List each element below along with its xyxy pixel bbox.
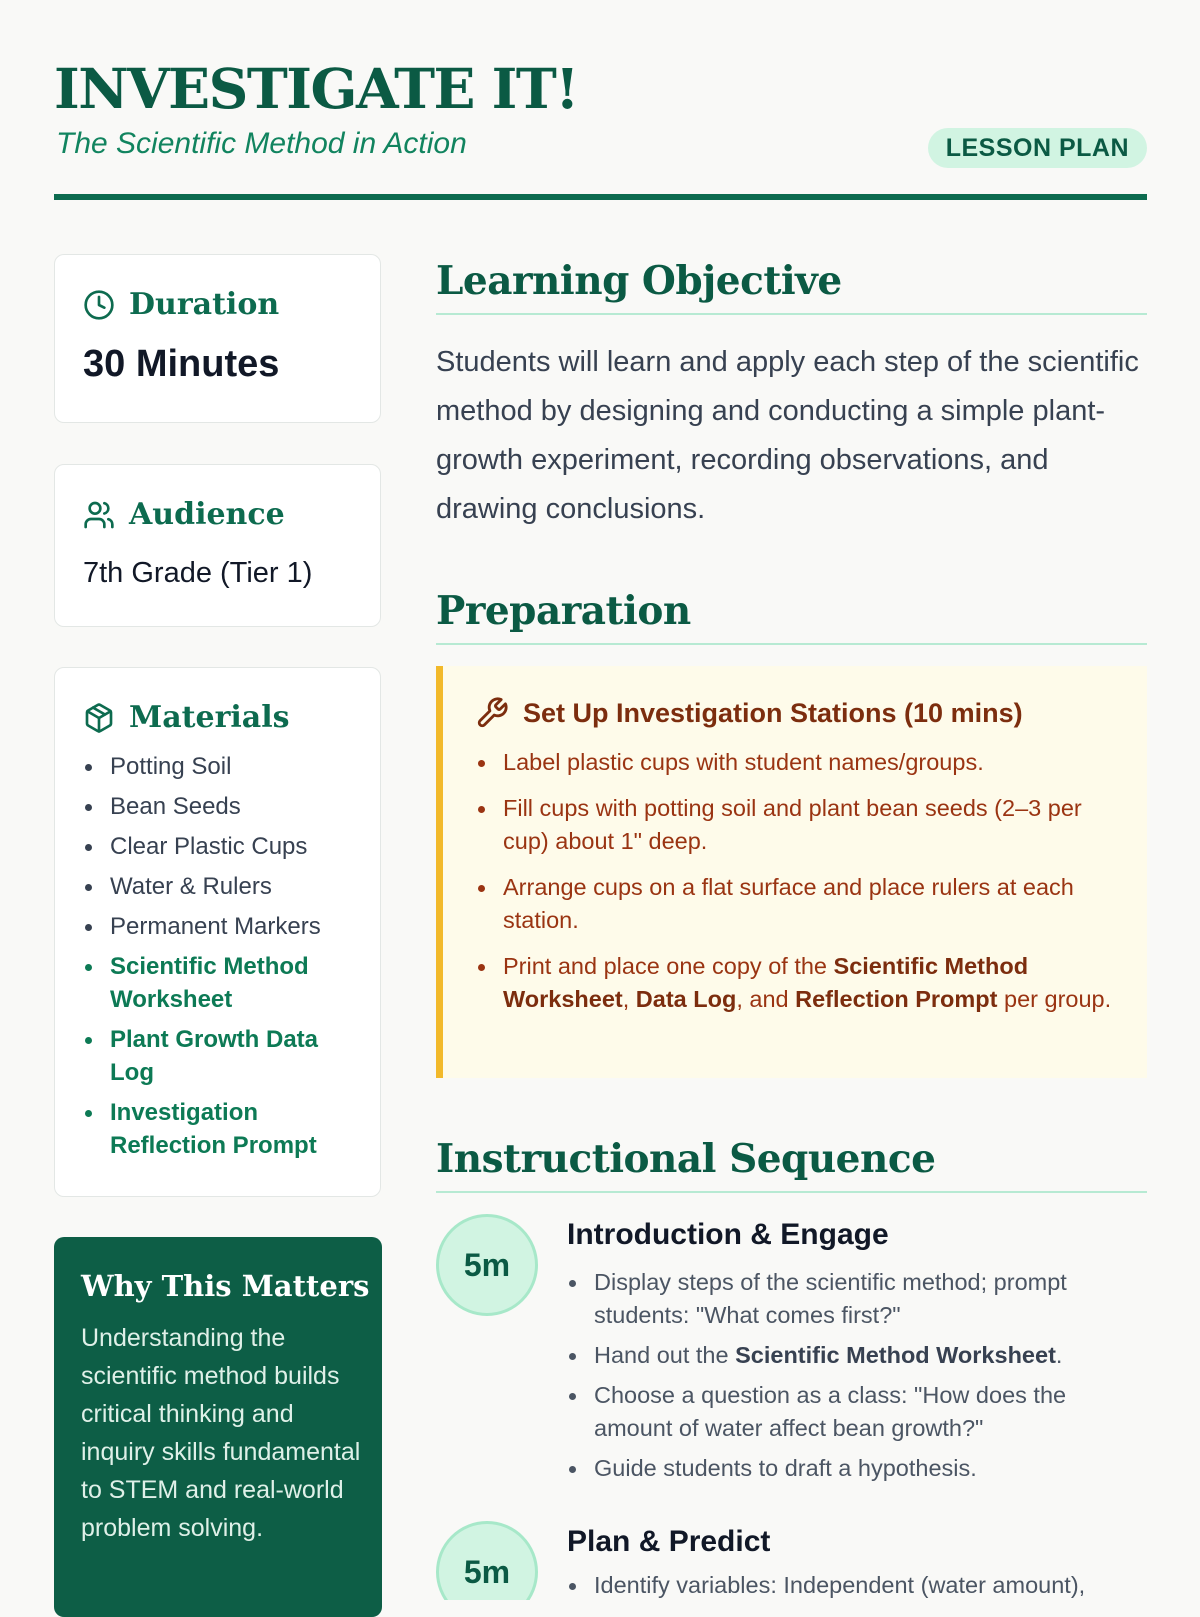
preparation-list [476, 746, 1116, 1029]
material-item-reflection-prompt: Investigation Reflection Prompt [83, 1096, 363, 1162]
step-duration-badge: 5m [436, 1521, 538, 1600]
objective-text: Students will learn and apply each step of the scientific method by designing and conducting a simple plant-growth experiment, recording observations, and drawing conclusions. [436, 346, 1139, 525]
duration-value: 30 Minutes [83, 343, 280, 385]
step-list [567, 1569, 1142, 1600]
step-item: Display steps of the scientific method; prompt students: "What comes first?" [567, 1266, 1142, 1332]
step-item-text: Hand out the [594, 1342, 736, 1368]
objective-heading: Learning Objective [436, 258, 842, 304]
material-item: Potting Soil [83, 750, 363, 783]
why-text: Understanding the scientific method builds critical thinking and inquiry skills fundamental to STEM and real-world problem solving. [81, 1324, 361, 1542]
section-divider [436, 643, 1147, 645]
preparation-item [476, 950, 1116, 1016]
materials-card [54, 667, 381, 1197]
box-icon [83, 702, 115, 734]
materials-label: Materials [129, 700, 290, 735]
material-item: Clear Plastic Cups [83, 830, 363, 863]
page-title: INVESTIGATE IT! [54, 56, 578, 121]
materials-list [83, 750, 363, 1169]
step-duration-badge: 5m [436, 1214, 538, 1316]
audience-card [54, 464, 381, 627]
preparation-item: Fill cups with potting soil and plant bean seeds (2–3 per cup) about 1" deep. [476, 792, 1116, 858]
wrench-icon [475, 696, 509, 730]
duration-label: Duration [129, 287, 280, 322]
preparation-callout-title: Set Up Investigation Stations (10 mins) [523, 697, 1023, 728]
step-title: Introduction & Engage [567, 1218, 889, 1251]
audience-value: 7th Grade (Tier 1) [83, 557, 313, 589]
duration-header [83, 287, 279, 322]
step-item: Guide students to draft a hypothesis. [567, 1452, 1142, 1485]
why-this-matters-card [54, 1237, 382, 1617]
lesson-plan-badge: LESSON PLAN [928, 128, 1147, 168]
step-title: Plan & Predict [567, 1525, 771, 1558]
data-log-reference: Data Log [635, 986, 737, 1012]
main-content [436, 0, 1147, 1600]
preparation-heading: Preparation [436, 588, 691, 634]
preparation-item-text: , and [736, 986, 796, 1012]
preparation-item-text: Print and place one copy of the [503, 953, 834, 979]
sequence-step [436, 1521, 1147, 1600]
section-divider [436, 1191, 1147, 1193]
step-item-text: . [1055, 1342, 1063, 1368]
why-title: Why This Matters [81, 1269, 370, 1303]
reflection-prompt-reference: Reflection Prompt [795, 986, 998, 1012]
preparation-callout-header [475, 696, 1023, 730]
material-item: Bean Seeds [83, 790, 363, 823]
step-item: Choose a question as a class: "How does the amount of water affect bean growth?" [567, 1379, 1142, 1445]
users-icon [83, 499, 115, 531]
sequence-heading: Instructional Sequence [436, 1136, 936, 1182]
clock-icon [83, 289, 115, 321]
preparation-item-text: , [622, 986, 636, 1012]
materials-header [83, 700, 290, 735]
material-item: Water & Rulers [83, 870, 363, 903]
material-item-worksheet: Scientific Method Worksheet [83, 950, 363, 1016]
worksheet-reference: Scientific Method Worksheet [503, 953, 1029, 1012]
audience-header [83, 497, 285, 532]
audience-label: Audience [129, 497, 285, 532]
preparation-item: Label plastic cups with student names/groups. [476, 746, 1116, 779]
duration-card [54, 254, 381, 423]
section-divider [436, 313, 1147, 315]
step-list [567, 1266, 1142, 1492]
lesson-plan-page [54, 0, 1147, 1600]
preparation-item: Arrange cups on a flat surface and place rulers at each station. [476, 871, 1116, 937]
preparation-item-text: per group. [997, 986, 1112, 1012]
material-item: Permanent Markers [83, 910, 363, 943]
material-item-data-log: Plant Growth Data Log [83, 1023, 363, 1089]
worksheet-reference: Scientific Method Worksheet [735, 1342, 1056, 1368]
page-subtitle: The Scientific Method in Action [56, 127, 467, 160]
step-item: Identify variables: Independent (water amount), [567, 1569, 1142, 1600]
step-item [567, 1339, 1142, 1372]
sequence-step [436, 1214, 1147, 1504]
preparation-callout [436, 666, 1147, 1078]
